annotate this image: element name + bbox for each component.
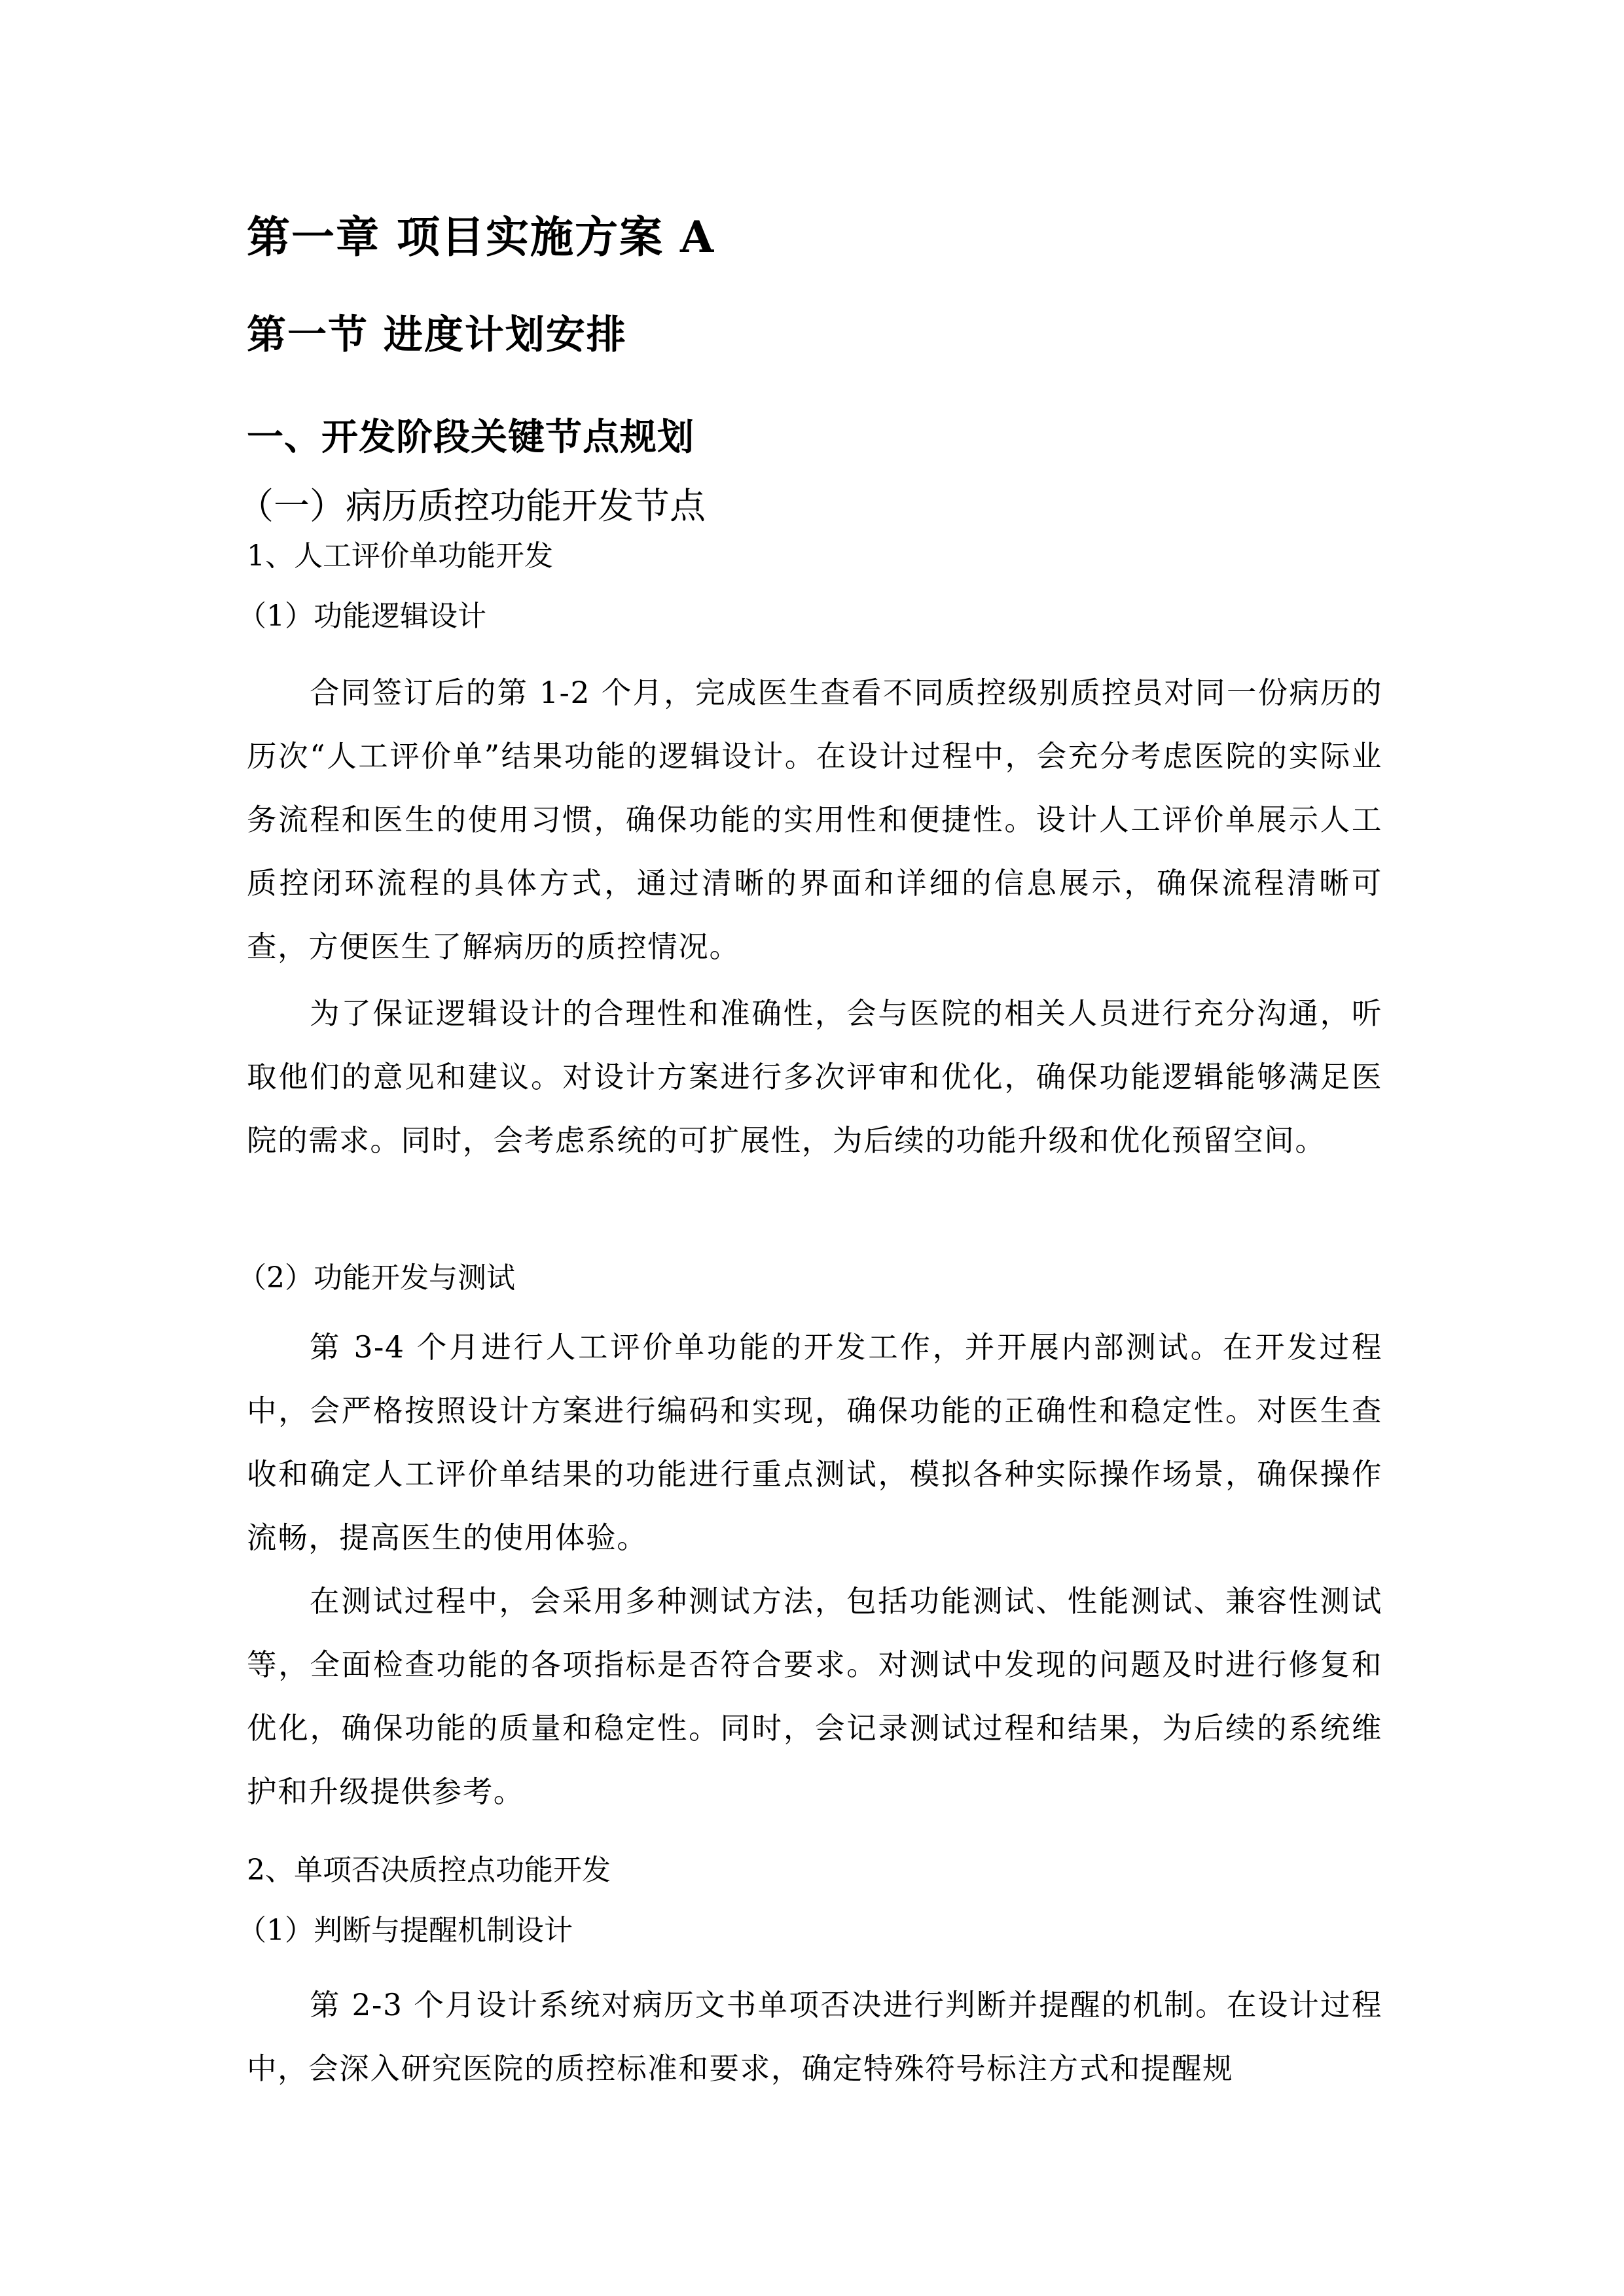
subsubsection-title: （一）病历质控功能开发节点 [238,485,706,527]
paragraph: 为了保证逻辑设计的合理性和准确性，会与医院的相关人员进行充分沟通，听取他们的意见和建议。对设计方案进行多次评审和优化，确保功能逻辑能够满足医院的需求。同时，会考虑系统的可扩展性，为后续的功能升级和优化预留空间。 [247,996,1382,1158]
chapter-title: 第一章 项目实施方案 A [247,211,715,262]
item-heading-2: 2、单项否决质控点功能开发 [247,1854,611,1887]
section-title: 第一节 进度计划安排 [247,312,627,358]
paragraph: 在测试过程中，会采用多种测试方法，包括功能测试、性能测试、兼容性测试等，全面检查功能的各项指标是否符合要求。对测试中发现的问题及时进行修复和优化，确保功能的质量和稳定性。同时，会记录测试过程和结果，为后续的系统维护和升级提供参考。 [247,1584,1382,1809]
subsection-title: 一、开发阶段关键节点规划 [247,416,695,459]
part-heading-1-1: （1）功能逻辑设计 [238,600,486,633]
paragraph: 第 2-3 个月设计系统对病历文书单项否决进行判断并提醒的机制。在设计过程中，会深入研究医院的质控标准和要求，确定特殊符号标注方式和提醒规 [247,1988,1382,2086]
part-heading-1-2: （2）功能开发与测试 [238,1261,515,1295]
item-heading-1: 1、人工评价单功能开发 [247,539,553,573]
paragraph: 第 3-4 个月进行人工评价单功能的开发工作，并开展内部测试。在开发过程中，会严格按照设计方案进行编码和实现，确保功能的正确性和稳定性。对医生查收和确定人工评价单结果的功能进行重点测试，模拟各种实际操作场景，确保操作流畅，提高医生的使用体验。 [247,1330,1382,1555]
paragraph: 合同签订后的第 1-2 个月，完成医生查看不同质控级别质控员对同一份病历的历次“人工评价单”结果功能的逻辑设计。在设计过程中，会充分考虑医院的实际业务流程和医生的使用习惯，确保功能的实用性和便捷性。设计人工评价单展示人工质控闭环流程的具体方式，通过清晰的界面和详细的信息展示，确保流程清晰可查，方便医生了解病历的质控情况。 [247,675,1382,964]
part-heading-2-1: （1）判断与提醒机制设计 [238,1914,573,1947]
